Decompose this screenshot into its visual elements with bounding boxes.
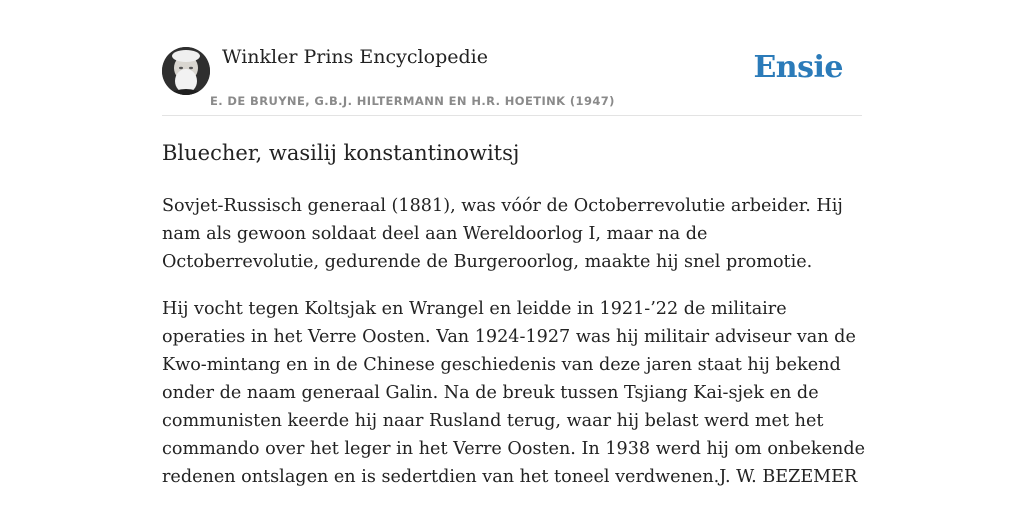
site-header — [162, 0, 862, 116]
ensie-logo-link[interactable]: Ensie — [753, 50, 843, 85]
article-paragraph: Hij vocht tegen Koltsjak en Wrangel en leidde in 1921-’22 de militaire operaties in het Verre Oosten. Van 1924-1927 was hij militair adviseur van de Kwo-mintang en in de Chinese geschiedenis van deze jaren staat hij bekend onder de naam generaal Galin. Na de breuk tussen Tsjiang Kai-sjek en de communisten keerde hij naar Rusland terug, waar hij belast werd met het commando over het leger in het Verre Oosten. In 1938 werd hij om onbekende redenen ontslagen en is sedertdien van het toneel verdwenen.J. W. BEZEMER — [162, 299, 866, 487]
article-body — [162, 192, 868, 510]
header-divider — [162, 115, 862, 116]
entry-title: Bluecher, wasilij konstantinowitsj — [162, 141, 520, 165]
author-byline: E. DE BRUYNE, G.B.J. HILTERMANN EN H.R. HOETINK (1947) — [210, 94, 615, 108]
article-paragraph: Sovjet-Russisch generaal (1881), was vóór de Octoberrevolutie arbeider. Hij nam als gewoon soldaat deel aan Wereldoorlog I, maar na de Octoberrevolutie, gedurende de Burgeroorlog, maakte hij snel promotie. — [162, 196, 843, 272]
portrait-photo-icon[interactable] — [162, 47, 210, 95]
site-title[interactable]: Winkler Prins Encyclopedie — [222, 46, 488, 68]
